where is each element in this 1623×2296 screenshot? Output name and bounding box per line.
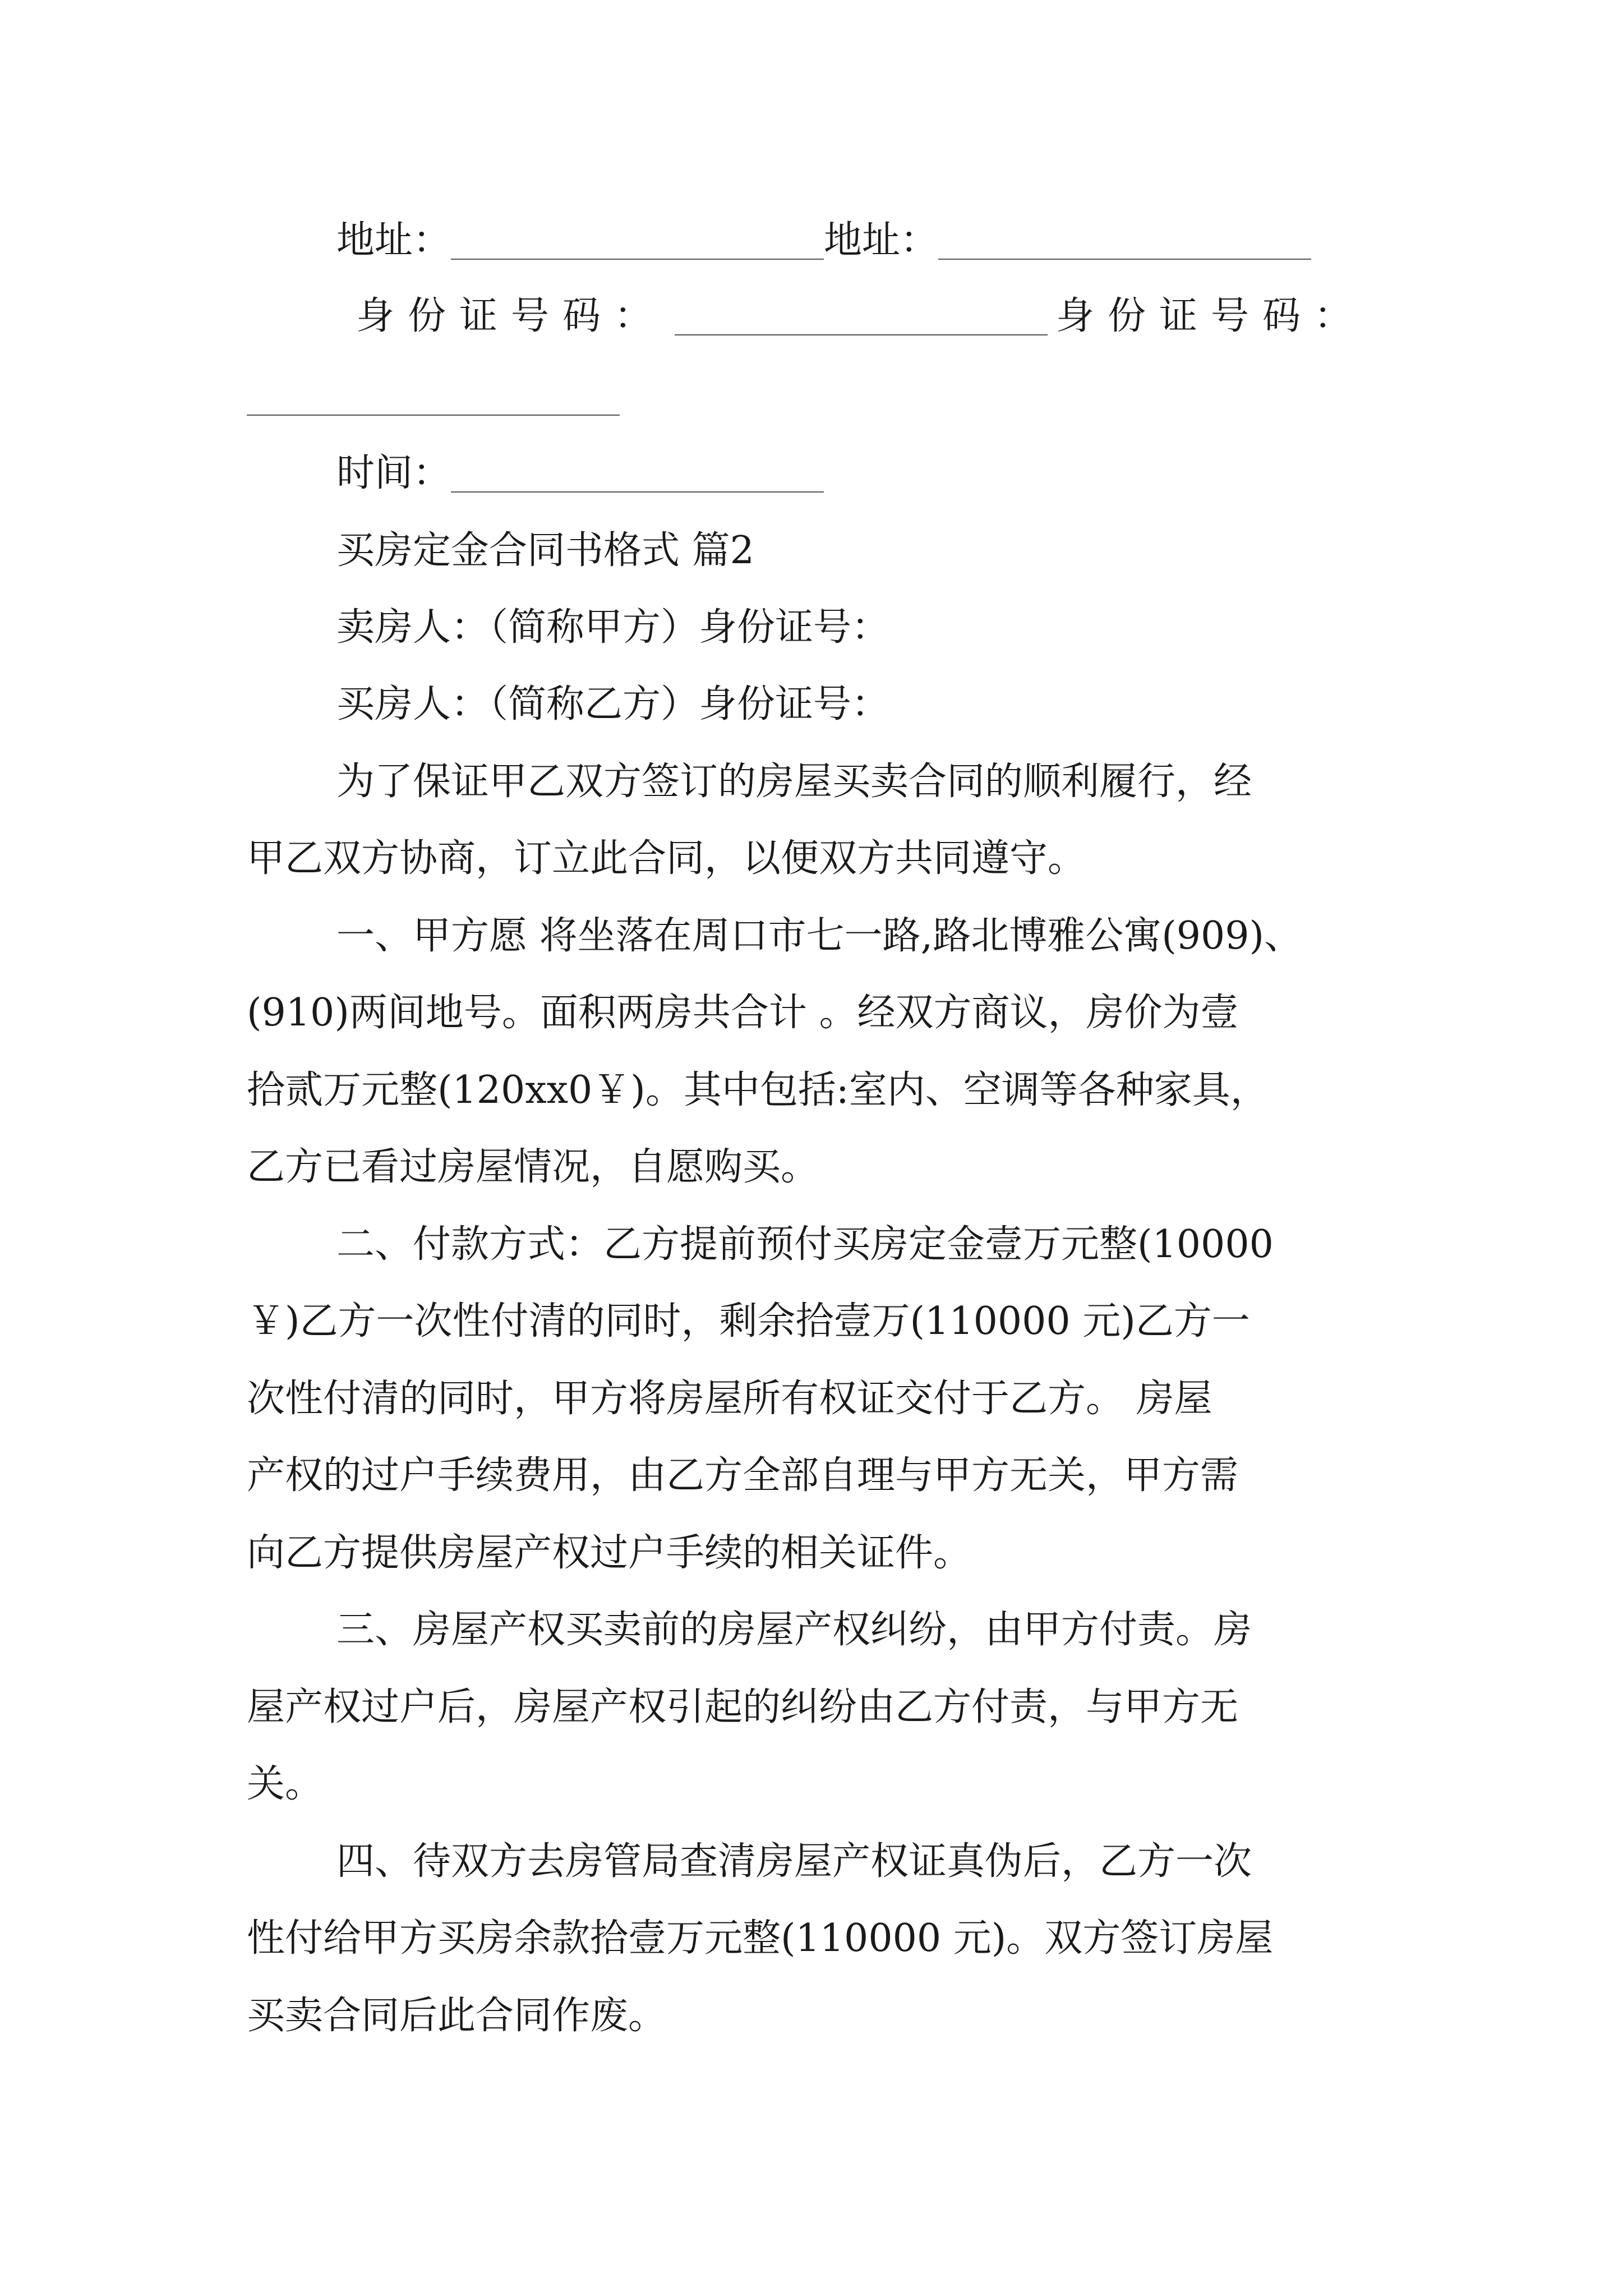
clause3-line-3: 关。 — [247, 1762, 324, 1806]
clause2-line-4: 产权的过户手续费用，由乙方全部自理与甲方无关，甲方需 — [247, 1453, 1239, 1498]
clause4-line-1: 四、待双方去房管局查清房屋产权证真伪后，乙方一次 — [336, 1839, 1252, 1884]
time-blank — [451, 455, 824, 493]
seller-line: 卖房人：（简称甲方）身份证号： — [336, 605, 890, 650]
clause4-line-2: 性付给甲方买房余款拾壹万元整(110000 元)。双方签订房屋 — [247, 1916, 1274, 1961]
clause2-line-2: ￥)乙方一次性付清的同时，剩余拾壹万(110000 元)乙方一 — [247, 1299, 1250, 1343]
clause1-line-3: 拾贰万元整(120xx0￥)。其中包括:室内、空调等各种家具， — [247, 1068, 1269, 1112]
party-b-address-blank — [938, 223, 1311, 260]
party-a-address-label: 地址： — [336, 218, 451, 263]
clause3-line-2: 屋产权过户后，房屋产权引起的纠纷由乙方付责，与甲方无 — [247, 1685, 1239, 1729]
time-label: 时间： — [336, 451, 451, 495]
clause1-line-4: 乙方已看过房屋情况，自愿购买。 — [247, 1145, 819, 1189]
clause1-line-1: 一、甲方愿 将坐落在周口市七一路,路北博雅公寓(909)、 — [336, 914, 1303, 958]
party-a-id-label: 身份证号码： — [356, 294, 666, 338]
clause3-line-1: 三、房屋产权买卖前的房屋产权纠纷，由甲方付责。房 — [336, 1608, 1252, 1652]
party-b-id-label: 身份证号码： — [1055, 294, 1366, 338]
intro-line-1: 为了保证甲乙双方签订的房屋买卖合同的顺利履行，经 — [336, 760, 1252, 804]
section-title: 买房定金合同书格式 篇2 — [336, 528, 754, 573]
clause4-line-3: 买卖合同后此合同作废。 — [247, 1994, 667, 2038]
id-number-row — [356, 294, 1366, 338]
party-b-id-blank — [247, 379, 620, 416]
buyer-line: 买房人：（简称乙方）身份证号： — [336, 682, 890, 726]
party-a-address-blank — [451, 223, 824, 260]
clause2-line-3: 次性付清的同时，甲方将房屋所有权证交付于乙方。 房屋 — [247, 1377, 1212, 1421]
clause1-line-2: (910)两间地号。面积两房共合计 。经双方商议，房价为壹 — [247, 991, 1239, 1035]
address-row — [336, 218, 1311, 263]
clause2-line-1: 二、付款方式：乙方提前预付买房定金壹万元整(10000 — [336, 1222, 1274, 1267]
clause2-line-5: 向乙方提供房屋产权过户手续的相关证件。 — [247, 1531, 972, 1575]
time-row — [336, 451, 824, 495]
party-a-id-blank — [675, 298, 1048, 335]
intro-line-2: 甲乙双方协商，订立此合同，以便双方共同遵守。 — [247, 836, 1086, 881]
party-b-address-label: 地址： — [824, 218, 939, 263]
